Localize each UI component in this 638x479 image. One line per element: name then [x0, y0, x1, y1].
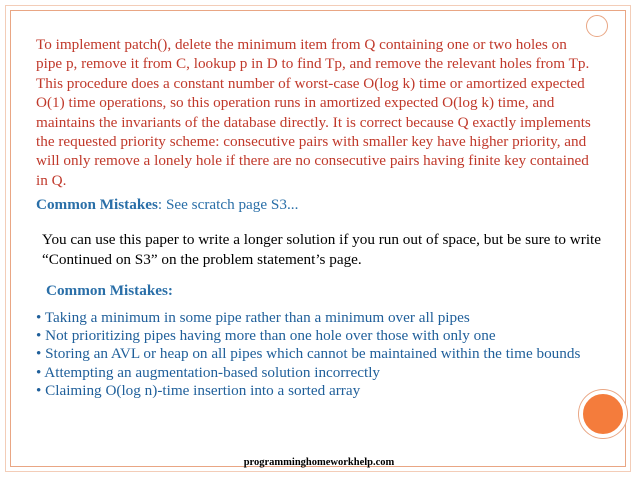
common-mistakes-reference: [36, 196, 298, 214]
common-mistakes-heading: Common Mistakes:: [46, 282, 173, 299]
solution-paragraph: To implement patch(), delete the minimum item from Q containing one or two holes on pipe p, remove it from C, lookup p in D to find Tp, and remove the relevant holes from Tp. This procedure does a constant number of worst-case O(log k) time or amortized expected O(1) time operations, so this operation runs in amortized expected O(log k) time, and maintains the invariants of the database directly. It is correct because Q exactly implements the requested priority scheme: consecutive pairs with smaller key have higher priority, and will only remove a lonely hole if there are no consecutive pairs having finite key contained in Q.: [36, 36, 591, 189]
footer-website: programminghomeworkhelp.com: [243, 457, 395, 468]
common-mistakes-label: Common Mistakes: [36, 196, 158, 213]
common-mistakes-text: : See scratch page S3...: [157, 196, 299, 213]
list-item: • Attempting an augmentation-based solution incorrectly: [36, 363, 381, 381]
list-item: • Taking a minimum in some pipe rather than a minimum over all pipes: [36, 309, 470, 326]
scratch-note: You can use this paper to write a longer solution if you run out of space, but be sure to write “Continued on S3” on the problem statement’s page.: [42, 231, 602, 268]
mistakes-list: [36, 309, 586, 400]
decorative-circle-bottom: [579, 390, 627, 438]
list-item: • Not prioritizing pipes having more than one hole over those with only one: [36, 327, 496, 345]
decorative-circle-top: [586, 15, 608, 37]
list-item: • Claiming O(log n)-time insertion into a sorted array: [36, 381, 361, 399]
list-item: • Storing an AVL or heap on all pipes which cannot be maintained within the time bounds: [36, 345, 581, 363]
